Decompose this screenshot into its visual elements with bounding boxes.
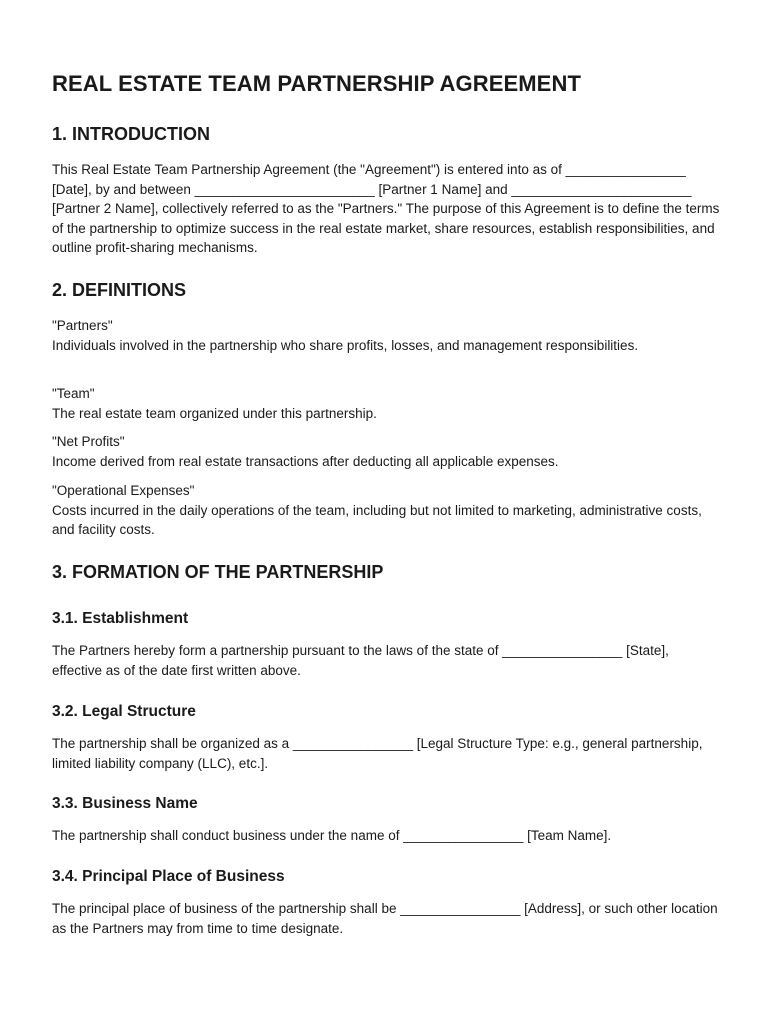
subsection-paragraph-legal-structure: The partnership shall be organized as a ________________ [Legal Structure Type: e.g., general partnership, limited liability company (LLC), etc.]. bbox=[52, 736, 703, 771]
definition-term: "Net Profits" bbox=[52, 434, 125, 449]
subsection-paragraph-establishment: The Partners hereby form a partnership pursuant to the laws of the state of ________________ [State], effective as of the date first written above. bbox=[52, 643, 669, 678]
definition-item bbox=[52, 384, 722, 423]
subsection-paragraph-business-name: The partnership shall conduct business under the name of ________________ [Team Name]. bbox=[52, 828, 612, 843]
section-heading-introduction: 1. INTRODUCTION bbox=[52, 124, 211, 144]
definition-term: "Operational Expenses" bbox=[52, 483, 195, 498]
definition-text: Income derived from real estate transactions after deducting all applicable expenses. bbox=[52, 453, 559, 469]
definition-term: "Partners" bbox=[52, 318, 113, 333]
definition-item bbox=[52, 481, 722, 540]
document-title: REAL ESTATE TEAM PARTNERSHIP AGREEMENT bbox=[52, 71, 581, 96]
definition-term: "Team" bbox=[52, 386, 95, 401]
subsection-heading-establishment: 3.1. Establishment bbox=[52, 610, 189, 627]
subsection-heading-principal-place: 3.4. Principal Place of Business bbox=[52, 868, 285, 885]
section-heading-formation: 3. FORMATION OF THE PARTNERSHIP bbox=[52, 562, 384, 582]
subsection-heading-legal-structure: 3.2. Legal Structure bbox=[52, 703, 196, 720]
definition-text: Costs incurred in the daily operations of the team, including but not limited to marketing, administrative costs, and facility costs. bbox=[52, 502, 702, 537]
introduction-paragraph: This Real Estate Team Partnership Agreement (the "Agreement") is entered into as of ________________ [Date], by and between ________________________ [Partner 1 Name] and ________________________ [Partner 2 Name], collectively referred to as the "Partners." The purpose of this Agreement is to define the terms of the partnership to optimize success in the real estate market, share resources, establish responsibilities, and outline profit-sharing mechanisms. bbox=[52, 162, 720, 255]
subsection-paragraph-principal-place: The principal place of business of the partnership shall be ________________ [Address], or such other location as the Partners may from time to time designate. bbox=[52, 901, 718, 936]
definition-text: Individuals involved in the partnership who share profits, losses, and management responsibilities. bbox=[52, 337, 639, 353]
section-heading-definitions: 2. DEFINITIONS bbox=[52, 280, 187, 300]
definition-item bbox=[52, 432, 722, 471]
definition-text: The real estate team organized under this partnership. bbox=[52, 405, 377, 421]
subsection-heading-business-name: 3.3. Business Name bbox=[52, 795, 198, 812]
definition-item bbox=[52, 316, 722, 355]
